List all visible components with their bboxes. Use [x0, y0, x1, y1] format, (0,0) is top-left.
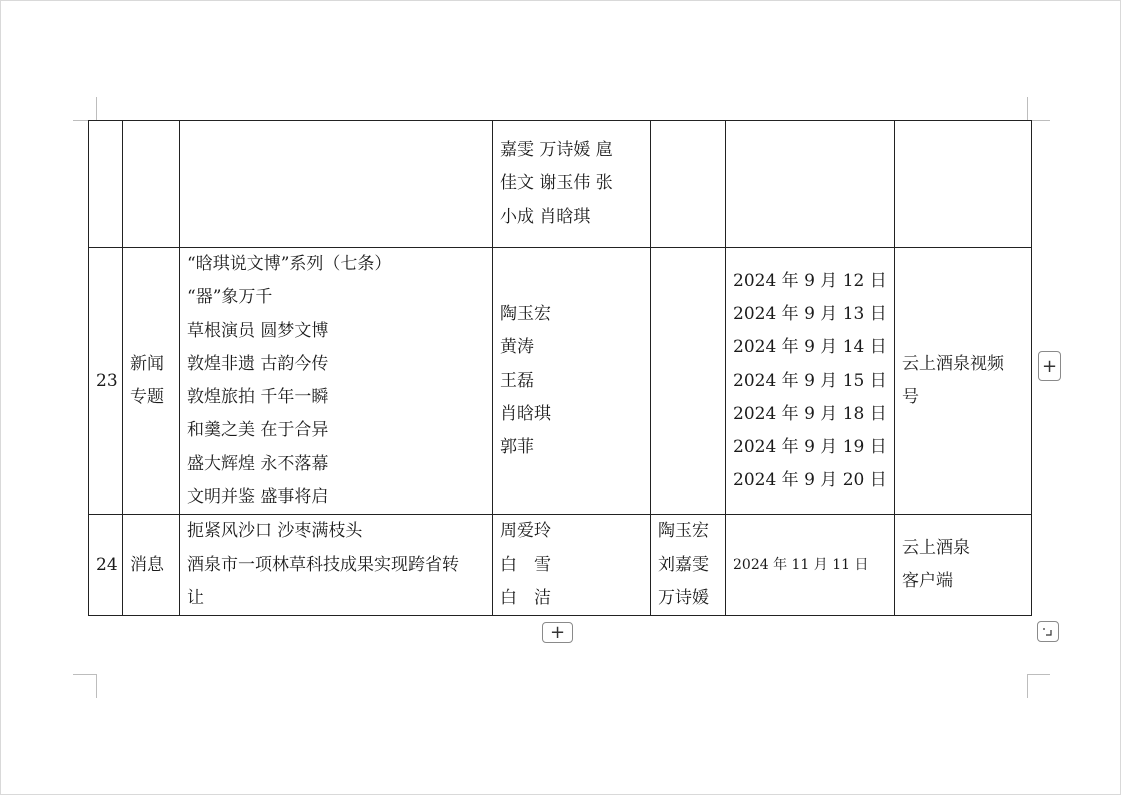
title-line: 和羹之美 在于合异 — [187, 420, 329, 441]
date-line: 2024 年 9 月 20 日 — [733, 470, 887, 491]
cell-editors[interactable] — [651, 248, 726, 515]
title-line: 敦煌旅拍 千年一瞬 — [187, 387, 329, 408]
title-line: “晗琪说文博”系列（七条） — [187, 254, 392, 274]
cell-type[interactable] — [123, 515, 180, 616]
author-line: 肖晗琪 — [500, 403, 551, 424]
cell-dates[interactable] — [726, 248, 895, 515]
editor-line: 陶玉宏 — [658, 521, 709, 542]
author-line: 佳文 谢玉伟 张 — [500, 173, 613, 194]
title-line: 敦煌非遗 古韵今传 — [187, 353, 329, 374]
margin-mark-bottom-right — [1027, 674, 1050, 675]
author-line: 小成 肖晗琪 — [500, 206, 591, 227]
cell-platform[interactable] — [895, 248, 1032, 515]
date-line: 2024 年 9 月 14 日 — [733, 337, 887, 358]
cell-title[interactable] — [180, 515, 493, 616]
author-line: 嘉雯 万诗媛 扈 — [500, 140, 613, 161]
add-row-button[interactable] — [542, 622, 573, 643]
table-row — [89, 121, 1032, 248]
cell-dates[interactable] — [726, 515, 895, 616]
type-line: 消息 — [130, 554, 164, 575]
title-line: 盛大辉煌 永不落幕 — [187, 453, 329, 474]
date-line: 2024 年 9 月 15 日 — [733, 370, 887, 391]
cell-number[interactable] — [89, 121, 123, 248]
cell-authors[interactable] — [493, 248, 651, 515]
add-column-button[interactable] — [1038, 351, 1061, 381]
table-row — [89, 515, 1032, 616]
platform-line: 客户端 — [902, 571, 953, 592]
title-line: “器”象万千 — [187, 287, 273, 308]
cell-title[interactable] — [180, 121, 493, 248]
plus-icon: + — [549, 622, 566, 643]
date-line: 2024 年 11 月 11 日 — [733, 556, 869, 573]
cell-dates[interactable] — [726, 121, 895, 248]
editor-line: 万诗媛 — [658, 587, 709, 608]
cell-platform[interactable] — [895, 515, 1032, 616]
title-line: 草根演员 圆梦文博 — [187, 320, 329, 341]
cell-number[interactable]: 24 — [89, 515, 123, 616]
table-resize-handle[interactable] — [1037, 621, 1059, 642]
platform-line: 号 — [902, 387, 919, 408]
author-line: 白 洁 — [500, 587, 551, 608]
date-line: 2024 年 9 月 18 日 — [733, 403, 887, 424]
cell-authors[interactable] — [493, 515, 651, 616]
cell-number[interactable]: 23 — [89, 248, 123, 515]
date-line: 2024 年 9 月 13 日 — [733, 303, 887, 324]
platform-line: 云上酒泉视频 — [902, 353, 1004, 374]
author-line: 陶玉宏 — [500, 303, 551, 324]
table-row — [89, 248, 1032, 515]
editor-line: 刘嘉雯 — [658, 554, 709, 575]
date-line: 2024 年 9 月 12 日 — [733, 270, 887, 291]
author-line: 周爱玲 — [500, 521, 551, 542]
cell-authors[interactable] — [493, 121, 651, 248]
cell-type[interactable] — [123, 121, 180, 248]
title-line: 酒泉市一项林草科技成果实现跨省转 — [187, 554, 459, 575]
cell-type[interactable] — [123, 248, 180, 515]
type-line: 新闻 — [130, 353, 164, 374]
title-line: 文明并鉴 盛事将启 — [187, 487, 329, 508]
margin-mark-top-right — [1027, 97, 1028, 121]
cell-platform[interactable] — [895, 121, 1032, 248]
title-line: 让 — [187, 587, 204, 608]
works-table[interactable] — [88, 120, 1032, 616]
plus-icon: + — [1041, 355, 1058, 377]
date-line: 2024 年 9 月 19 日 — [733, 437, 887, 458]
author-line: 黄涛 — [500, 337, 534, 358]
type-line: 专题 — [130, 387, 164, 408]
margin-mark-top-left — [96, 97, 97, 121]
margin-mark-bottom-left — [96, 674, 97, 698]
platform-line: 云上酒泉 — [902, 538, 970, 559]
title-line: 扼紧风沙口 沙枣满枝头 — [187, 521, 363, 542]
author-line: 王磊 — [500, 370, 534, 391]
margin-mark-bottom-right — [1027, 674, 1028, 698]
cell-editors[interactable] — [651, 121, 726, 248]
cell-editors[interactable] — [651, 515, 726, 616]
margin-mark-bottom-left — [73, 674, 97, 675]
author-line: 郭菲 — [500, 437, 534, 458]
author-line: 白 雪 — [500, 554, 551, 575]
cell-title[interactable] — [180, 248, 493, 515]
resize-corner-icon — [1043, 627, 1053, 637]
